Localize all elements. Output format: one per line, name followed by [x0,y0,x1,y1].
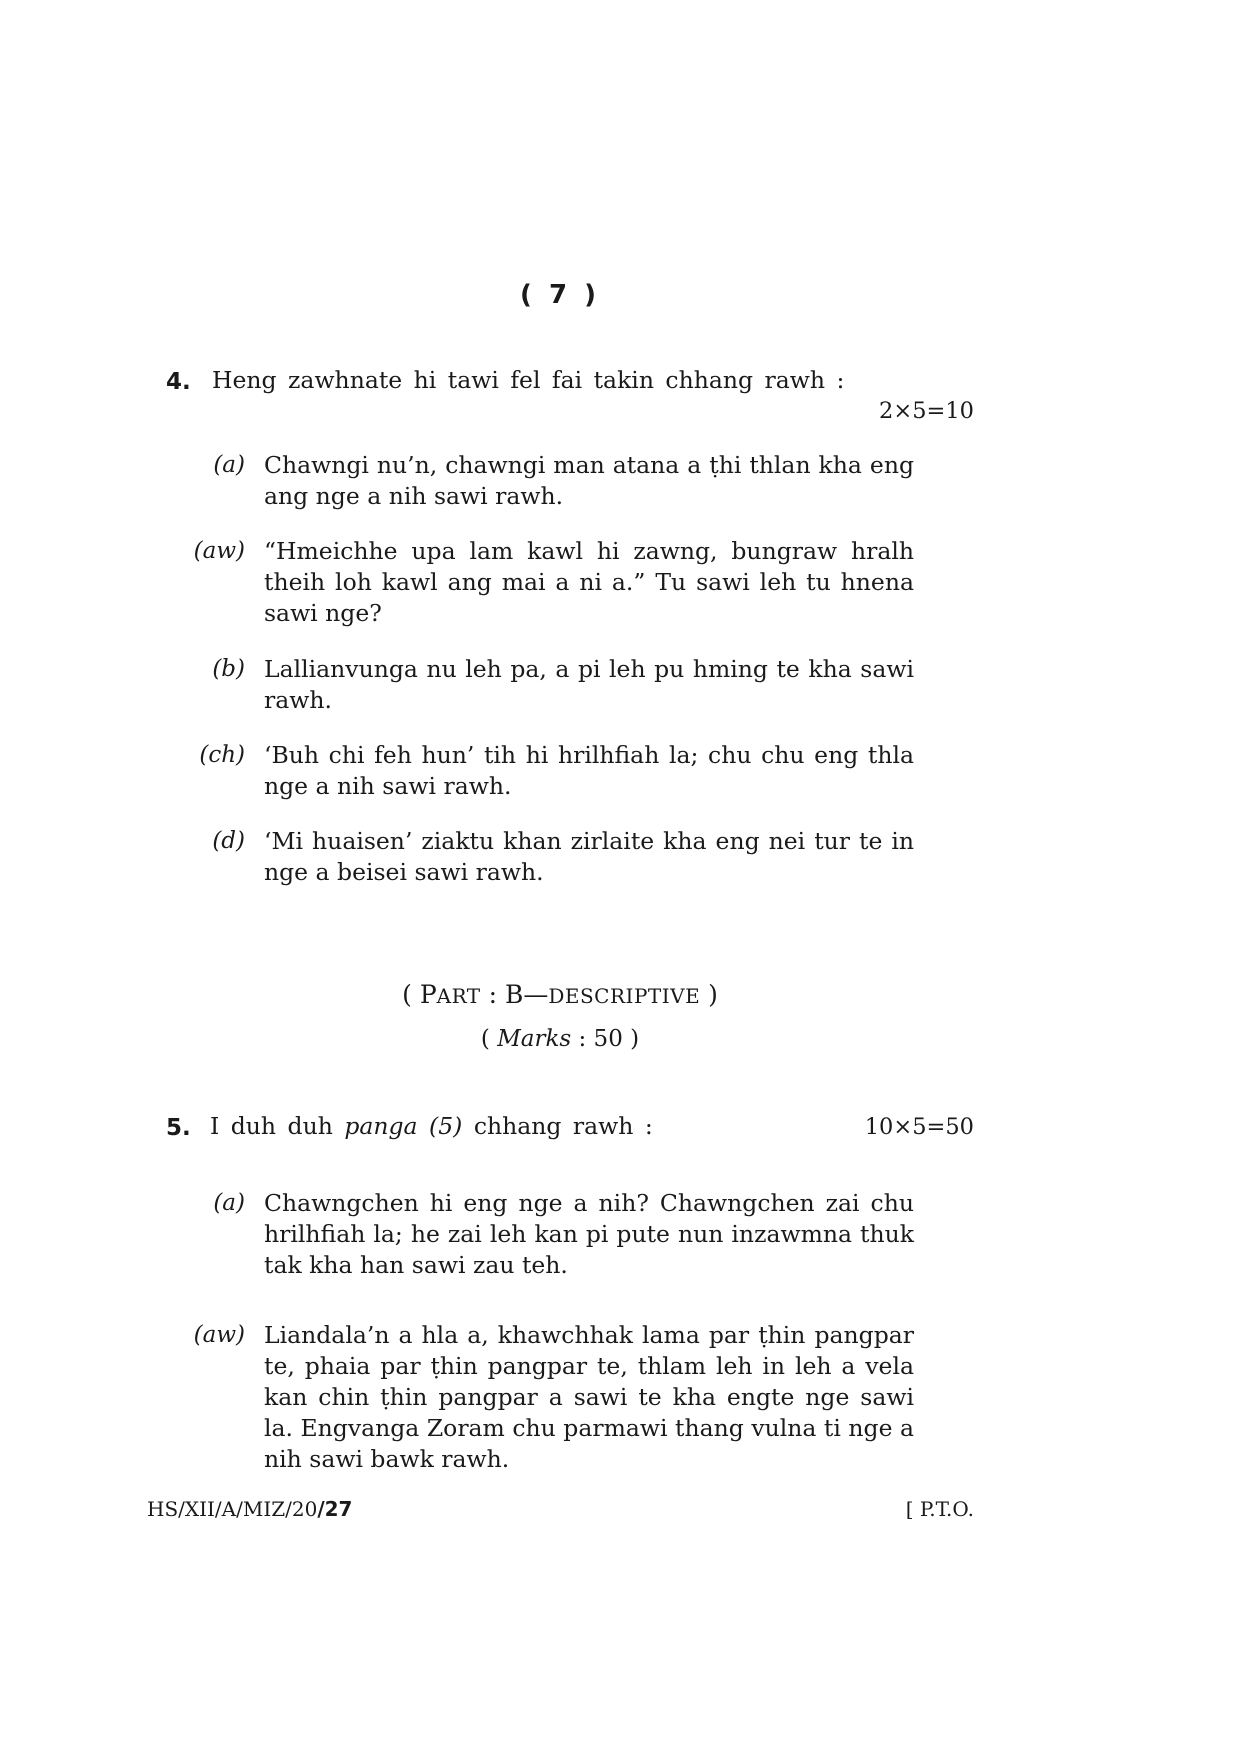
part-b-open: ( [402,980,420,1009]
q4-item-a-text: Chawngi nu’n, chawngi man atana a ṭhi thlan kha eng ang nge a nih sawi rawh. [264,451,914,510]
q4-item-ch-text: ‘Buh chi feh hun’ tih hi hrilhfiah la; chu chu eng thla nge a nih sawi rawh. [264,741,914,800]
question-4-marks: 2×5=10 [879,398,974,424]
part-b-part-initial: P [419,980,437,1009]
part-b-marks-label: Marks [497,1026,572,1052]
question-4-text: Heng zawhnate hi tawi fel fai takin chhang rawh : [212,366,845,394]
question-5-text-pre: I duh duh [210,1112,345,1140]
q4-item-b-label: (b) [212,656,245,682]
footer-pto: [ P.T.O. [905,1497,974,1521]
q5-item-a-text: Chawngchen hi eng nge a nih? Chawngchen zai chu hrilhfiah la; he zai leh kan pi pute nun inzawmna thuk tak kha han sawi zau teh. [264,1189,914,1279]
q4-item-aw-text: “Hmeichhe upa lam kawl hi zawng, bungraw hralh theih loh kawl ang mai a ni a.” Tu sawi leh tu hnena sawi nge? [264,537,914,627]
question-5-text-post: chhang rawh : [462,1112,653,1140]
part-b-descriptive: DESCRIPTIVE [548,984,701,1008]
part-b-marks-value: : 50 ) [571,1026,640,1052]
q4-item-ch-label: (ch) [199,742,245,768]
q5-item-aw-label: (aw) [193,1322,245,1348]
part-b-close: ) [700,980,718,1009]
question-5-text-emphasis: panga (5) [344,1112,463,1140]
part-b-part-rest: ART [436,984,481,1008]
question-5-number: 5. [166,1115,191,1141]
q4-item-b-text: Lallianvunga nu leh pa, a pi leh pu hming te kha sawi rawh. [264,655,914,714]
part-b-marks [0,1026,1120,1052]
question-5-text [210,1112,653,1140]
footer-code: HS/XII/A/MIZ/20 [147,1497,318,1521]
part-b-heading [0,980,1120,1009]
q5-item-a-label: (a) [213,1190,245,1216]
footer-code-page: /27 [317,1497,353,1521]
footer-paper-code [147,1497,352,1521]
q4-item-a-label: (a) [213,452,245,478]
q5-item-aw-text: Liandala’n a hla a, khawchhak lama par ṭhin pangpar te, phaia par ṭhin pangpar te, thlam leh in leh a vela kan chin ṭhin pangpar a sawi te kha engte nge sawi la. Engvanga Zoram chu parmawi thang vulna ti nge a nih sawi bawk rawh. [264,1321,914,1473]
part-b-separator: : B— [480,980,549,1009]
question-4-number: 4. [166,369,191,395]
question-5-marks: 10×5=50 [864,1114,974,1140]
q4-item-aw-label: (aw) [193,538,245,564]
part-b-marks-open: ( [480,1026,498,1052]
page-number: ( 7 ) [520,280,600,310]
q4-item-d-text: ‘Mi huaisen’ ziaktu khan zirlaite kha eng nei tur te in nge a beisei sawi rawh. [264,827,914,886]
q4-item-d-label: (d) [212,828,245,854]
